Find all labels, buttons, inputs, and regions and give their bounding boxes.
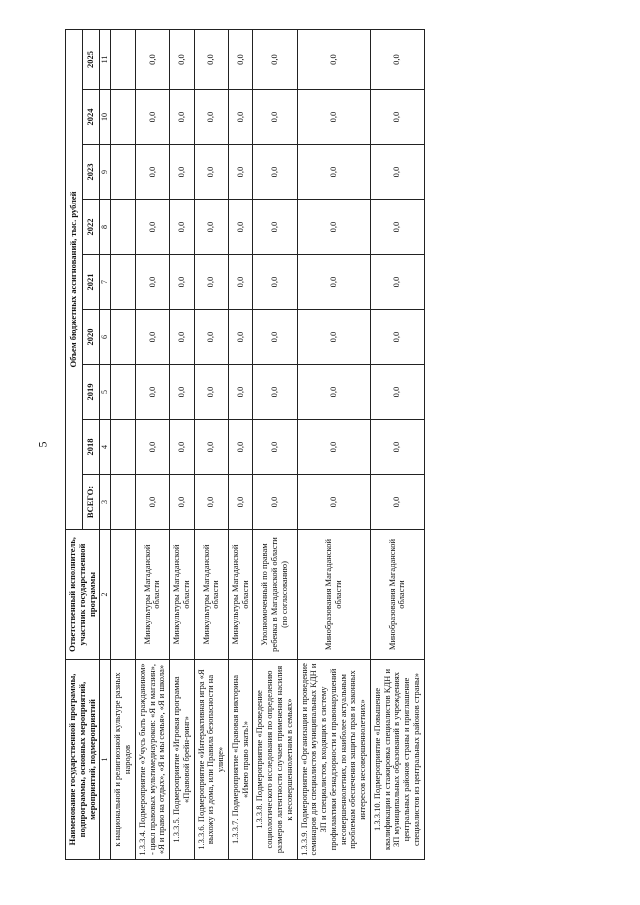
row-name: 1.3.3.8. Подмероприятие «Проведение социологического исследования по определению размеров латентности случаев применения насилия к несовершеннолетним в семьях» <box>253 660 297 860</box>
header-index-row <box>100 29 111 859</box>
column-index: 9 <box>100 145 111 200</box>
row-value <box>111 475 136 530</box>
table-row <box>170 29 195 859</box>
row-value: 0,0 <box>297 255 370 310</box>
row-value: 0,0 <box>170 200 195 255</box>
row-value: 0,0 <box>370 145 424 200</box>
row-value: 0,0 <box>297 29 370 89</box>
row-value: 0,0 <box>370 200 424 255</box>
column-index: 3 <box>100 475 111 530</box>
row-name: 1.3.3.6. Подмероприятие «Интерактивная игра «Я выхожу из дома, или Правила безопасности на улице» <box>194 660 228 860</box>
row-value: 0,0 <box>297 475 370 530</box>
table-row <box>111 29 136 859</box>
row-value: 0,0 <box>228 90 253 145</box>
row-value: 0,0 <box>194 90 228 145</box>
row-value <box>111 200 136 255</box>
row-value: 0,0 <box>228 365 253 420</box>
landscape-table-wrapper <box>65 30 565 860</box>
row-value <box>111 420 136 475</box>
row-value: 0,0 <box>135 200 169 255</box>
column-index: 5 <box>100 365 111 420</box>
row-value: 0,0 <box>228 420 253 475</box>
row-value <box>111 310 136 365</box>
row-value: 0,0 <box>135 475 169 530</box>
column-index: 11 <box>100 29 111 89</box>
table-body <box>111 29 424 859</box>
row-value <box>111 90 136 145</box>
header-year: 2021 <box>83 255 100 310</box>
column-index: 10 <box>100 90 111 145</box>
row-value: 0,0 <box>170 29 195 89</box>
row-value: 0,0 <box>297 90 370 145</box>
row-value: 0,0 <box>194 310 228 365</box>
row-value: 0,0 <box>297 420 370 475</box>
row-value: 0,0 <box>228 145 253 200</box>
row-responsible: Минобразования Магаданской области <box>370 530 424 660</box>
table-row <box>194 29 228 859</box>
row-value: 0,0 <box>370 475 424 530</box>
row-value: 0,0 <box>370 255 424 310</box>
header-year: 2019 <box>83 365 100 420</box>
row-value: 0,0 <box>228 255 253 310</box>
budget-table <box>65 29 425 860</box>
row-responsible: Минкультуры Магаданской области <box>228 530 253 660</box>
header-year: 2020 <box>83 310 100 365</box>
row-value: 0,0 <box>228 475 253 530</box>
row-responsible <box>111 530 136 660</box>
row-value: 0,0 <box>194 145 228 200</box>
row-responsible: Минобразования Магаданской области <box>297 530 370 660</box>
header-responsible: Ответственный исполнитель, участник государственной программы <box>66 530 100 660</box>
row-value: 0,0 <box>370 365 424 420</box>
row-value: 0,0 <box>135 29 169 89</box>
row-value: 0,0 <box>253 475 297 530</box>
row-value: 0,0 <box>170 90 195 145</box>
header-total: ВСЕГО: <box>83 475 100 530</box>
row-value: 0,0 <box>194 29 228 89</box>
row-responsible: Минкультуры Магаданской области <box>135 530 169 660</box>
table-row <box>228 29 253 859</box>
row-value: 0,0 <box>228 310 253 365</box>
row-value: 0,0 <box>370 90 424 145</box>
header-year: 2025 <box>83 29 100 89</box>
row-value: 0,0 <box>194 475 228 530</box>
row-value: 0,0 <box>253 145 297 200</box>
table-row <box>297 29 370 859</box>
column-index: 4 <box>100 420 111 475</box>
row-value: 0,0 <box>253 200 297 255</box>
row-value: 0,0 <box>228 200 253 255</box>
row-value: 0,0 <box>370 310 424 365</box>
row-value <box>111 365 136 420</box>
row-value <box>111 29 136 89</box>
row-value: 0,0 <box>170 475 195 530</box>
row-name: 1.3.3.9. Подмероприятие «Организация и проведение семинаров для специалистов муниципальных КДН и ЗП и специалистов, входящих в систему профилактики безнадзорности и правонарушений несовершеннолетних, по наиболее актуальным проблемам обеспечения защиты прав и законных интересов несовершеннолетних» <box>297 660 370 860</box>
row-value: 0,0 <box>135 90 169 145</box>
row-responsible: Минкультуры Магаданской области <box>194 530 228 660</box>
row-value: 0,0 <box>135 310 169 365</box>
column-index: 8 <box>100 200 111 255</box>
row-name: 1.3.3.4. Подмероприятие «Учусь быть гражданином» - цикл правовых мультимедиауроков: «Я и магазин», «Я и право на отдых», «Я и мы семья», «Я и школа» <box>135 660 169 860</box>
row-value: 0,0 <box>135 420 169 475</box>
row-value: 0,0 <box>253 29 297 89</box>
row-value: 0,0 <box>194 255 228 310</box>
table-row <box>135 29 169 859</box>
row-value: 0,0 <box>253 365 297 420</box>
row-value: 0,0 <box>194 420 228 475</box>
row-value: 0,0 <box>253 310 297 365</box>
row-value: 0,0 <box>194 200 228 255</box>
row-value: 0,0 <box>135 255 169 310</box>
row-value: 0,0 <box>297 200 370 255</box>
row-value: 0,0 <box>370 29 424 89</box>
header-year: 2024 <box>83 90 100 145</box>
row-value: 0,0 <box>297 145 370 200</box>
column-index: 7 <box>100 255 111 310</box>
header-year: 2023 <box>83 145 100 200</box>
row-value: 0,0 <box>135 365 169 420</box>
column-index: 6 <box>100 310 111 365</box>
row-value: 0,0 <box>297 365 370 420</box>
row-value: 0,0 <box>170 255 195 310</box>
rotated-sheet <box>65 30 565 860</box>
column-index: 1 <box>100 660 111 860</box>
row-responsible: Уполномоченный по правам ребенка в Магаданской области (по согласованию) <box>253 530 297 660</box>
row-value <box>111 145 136 200</box>
page-number: 5 <box>35 441 50 448</box>
row-value: 0,0 <box>228 29 253 89</box>
row-value: 0,0 <box>253 420 297 475</box>
row-value: 0,0 <box>170 365 195 420</box>
header-budget: Объем бюджетных ассигнований, тыс. рублей <box>66 29 83 529</box>
row-name: 1.3.3.5. Подмероприятие «Игровая программа «Правовой брейн-ринг» <box>170 660 195 860</box>
row-value: 0,0 <box>135 145 169 200</box>
row-value: 0,0 <box>253 255 297 310</box>
row-responsible: Минкультуры Магаданской области <box>170 530 195 660</box>
row-value: 0,0 <box>170 420 195 475</box>
row-value <box>111 255 136 310</box>
row-value: 0,0 <box>253 90 297 145</box>
header-year: 2022 <box>83 200 100 255</box>
row-value: 0,0 <box>194 365 228 420</box>
header-name: Наименование государственной программы, подпрограммы, основных мероприятий, мероприятий, подмероприятий <box>66 660 100 860</box>
row-value: 0,0 <box>297 310 370 365</box>
row-name: к национальной и религиозной культуре разных народов <box>111 660 136 860</box>
row-value: 0,0 <box>370 420 424 475</box>
row-value: 0,0 <box>170 310 195 365</box>
row-name: 1.3.3.10. Подмероприятие «Повышение квалификации и стажировка специалистов КДН и ЗП муниципальных образований в учреждениях центральных районов страны и приглашение специалистов из центральных районов страны» <box>370 660 424 860</box>
row-name: 1.3.3.7. Подмероприятие «Правовая викторина «Имею право знать!» <box>228 660 253 860</box>
table-row <box>253 29 297 859</box>
header-year: 2018 <box>83 420 100 475</box>
row-value: 0,0 <box>170 145 195 200</box>
table-row <box>370 29 424 859</box>
column-index: 2 <box>100 530 111 660</box>
